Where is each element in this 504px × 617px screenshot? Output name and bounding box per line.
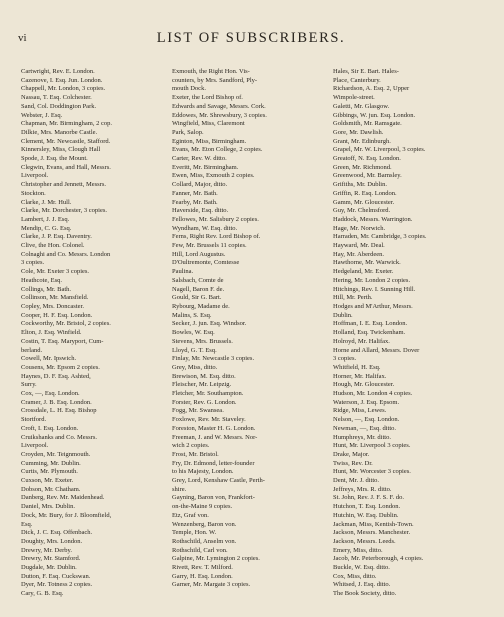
subscriber-entry: counters, by Mrs. Sandford, Ply- bbox=[172, 76, 258, 84]
subscriber-entry: Clegwin, Evans, and Hall, Messrs. bbox=[21, 163, 111, 171]
subscriber-entry: Grey, Miss, ditto. bbox=[172, 363, 218, 371]
subscriber-entry: Hunt, Mr. Liverpool 3 copies. bbox=[333, 442, 411, 450]
subscriber-entry: Frost, Mr. Bristol. bbox=[172, 450, 219, 458]
subscriber-entry: Drake, Major. bbox=[333, 450, 370, 458]
subscriber-entry: Hedgeland, Mr. Exeter. bbox=[333, 268, 394, 276]
subscriber-entry: Bowles, W. Esq. bbox=[172, 329, 215, 337]
subscriber-entry: Jackson, Messrs. Manchester. bbox=[333, 529, 411, 537]
subscriber-entry: Newman, —, Esq. ditto. bbox=[333, 424, 397, 432]
subscriber-entry: Mendip, C. G. Esq. bbox=[21, 224, 72, 232]
subscriber-entry: Haynes, D. F. Esq. Ashted, bbox=[21, 372, 91, 380]
subscriber-entry: on-the-Maine 9 copies. bbox=[172, 503, 233, 511]
subscriber-entry: Greatoff, N. Esq. London. bbox=[333, 155, 401, 163]
subscriber-entry: Hay, Mr. Aberdeen. bbox=[333, 250, 385, 258]
subscriber-entry: Jackson, Messrs. Leeds. bbox=[333, 537, 396, 545]
subscriber-entry: Collard, Major, ditto. bbox=[172, 181, 228, 189]
subscriber-entry: Dick, J. C. Esq. Offenbach. bbox=[21, 529, 93, 537]
subscriber-entry: Ferns, Right Rev. Lord Bishop of. bbox=[172, 233, 261, 241]
subscriber-entry: Nagell, Baron F. de. bbox=[172, 285, 225, 293]
subscriber-entry: Greenwood, Mr. Barnsley. bbox=[333, 172, 402, 180]
subscriber-entry: Crossdale, L. H. Esq. Bishop bbox=[21, 407, 97, 415]
subscriber-entry: Fletcher, Mr. Southampton. bbox=[172, 390, 244, 398]
subscriber-entry: Hering, Mr. London 2 copies. bbox=[333, 276, 411, 284]
subscriber-entry: Garry, H. Esq. London. bbox=[172, 572, 233, 580]
subscriber-entry: Liverpool. bbox=[21, 442, 49, 450]
subscriber-entry: Exeter, the Lord Bishop of. bbox=[172, 94, 243, 102]
subscriber-entry: Horne and Allard, Messrs. Dover bbox=[333, 346, 420, 354]
subscriber-entry: Eddowes, Mr. Shrewsbury, 3 copies. bbox=[172, 111, 267, 119]
subscriber-entry: Wingfield, Miss, Claremont bbox=[172, 120, 245, 128]
subscriber-entry: Hitchings, Rev. I. Sunning Hill. bbox=[333, 285, 416, 293]
subscriber-entry: Clarke, J. P. Esq. Daventry. bbox=[21, 233, 92, 241]
subscriber-entry: The Book Society, ditto. bbox=[333, 590, 397, 598]
subscriber-entry: Hage, Mr. Norwich. bbox=[333, 224, 386, 232]
subscriber-column-1 bbox=[21, 68, 169, 599]
subscriber-entry: Carter, Rev. W. ditto. bbox=[172, 155, 227, 163]
subscriber-entry: Stevens, Mrs. Brussels. bbox=[172, 337, 233, 345]
subscriber-entry: Fellowes, Mr. Salisbury 2 copies. bbox=[172, 215, 259, 223]
page-title: LIST OF SUBSCRIBERS. bbox=[156, 30, 346, 46]
subscriber-entry: Clement, Mr. Newcastle, Stafford. bbox=[21, 137, 111, 145]
subscriber-entry: Grapel, Mr. W. Liverpool, 3 copies. bbox=[333, 146, 426, 154]
subscriber-entry: Wenzenberg, Baron von. bbox=[172, 520, 237, 528]
subscriber-entry: Edwards and Savage, Messrs. Cork. bbox=[172, 102, 266, 110]
subscriber-entry: Cazenove, I. Esq. Jun. London. bbox=[21, 76, 103, 84]
subscriber-entry: Lambert, J. J. Esq. bbox=[21, 215, 70, 223]
subscriber-entry: Cooper, H. F. Esq. London. bbox=[21, 311, 93, 319]
subscriber-entry: Gibbings, W. jun. Esq. London. bbox=[333, 111, 416, 119]
subscriber-entry: Hoffman, I. E. Esq. London. bbox=[333, 320, 408, 328]
subscriber-entry: Harraden, Mr. Cambridge, 3 copies. bbox=[333, 233, 427, 241]
subscriber-entry: Hodges and M'Arthur, Messrs. bbox=[333, 302, 413, 310]
subscriber-entry: Drewry, Mr. Stamford. bbox=[21, 555, 81, 563]
subscriber-entry: Cramer, J. B. Esq. London. bbox=[21, 398, 92, 406]
subscriber-entry: Freeman, J. and W. Messrs. Nor- bbox=[172, 433, 258, 441]
subscriber-entry: Hales, Sir E. Bart. Hales- bbox=[333, 68, 399, 75]
subscriber-entry: Nassau, T. Esq. Colchester. bbox=[21, 94, 92, 102]
subscriber-entry: Hayward, Mr. Deal. bbox=[333, 242, 385, 250]
subscriber-entry: Ridge, Miss, Lewes. bbox=[333, 407, 387, 415]
subscriber-entry: Croft, I. Esq. London. bbox=[21, 424, 79, 432]
subscriber-entry: Rothschild, Carl von. bbox=[172, 546, 228, 554]
subscriber-entry: Hill, Lord Augustus. bbox=[172, 250, 226, 258]
subscriber-entry: Place, Canterbury. bbox=[333, 76, 381, 84]
subscriber-entry: 3 copies. bbox=[21, 259, 45, 267]
subscriber-column-3 bbox=[333, 68, 488, 599]
subscriber-entry: Clarke, J. Mr. Hull. bbox=[21, 198, 72, 206]
subscriber-entry: Cowell, Mr. Ipswich. bbox=[21, 355, 77, 363]
subscriber-entry: Kinnersley, Miss, Clough Hall bbox=[21, 146, 101, 154]
subscriber-entry: Brewison, M. Esq. ditto. bbox=[172, 372, 236, 380]
subscriber-entry: Dugdale, Mr. Dublin. bbox=[21, 564, 77, 572]
subscriber-entry: mouth Dock. bbox=[172, 85, 206, 93]
subscriber-entry: Hough, Mr. Gloucester. bbox=[333, 381, 395, 389]
subscriber-entry: Garner, Mr. Margate 3 copies. bbox=[172, 581, 251, 589]
subscriber-entry: Finlay, Mr. Newcastle 3 copies. bbox=[172, 355, 255, 363]
subscriber-entry: Elton, J. Esq. Winfield. bbox=[21, 329, 82, 337]
subscriber-entry: Galetti, Mr. Glasgow. bbox=[333, 102, 390, 110]
subscriber-entry: Humphreys, Mr. ditto. bbox=[333, 433, 391, 441]
subscriber-entry: Green, Mr. Richmond. bbox=[333, 163, 392, 171]
subscriber-entry: Cox, Miss, ditto. bbox=[333, 572, 377, 580]
subscriber-entry: Secker, J. jun. Esq. Windsor. bbox=[172, 320, 247, 328]
subscriber-entry: 3 copies. bbox=[333, 355, 357, 363]
subscriber-entry: Horner, Mr. Halifax. bbox=[333, 372, 387, 380]
subscriber-entry: Fry, Dr. Edmond, letter-founder bbox=[172, 459, 255, 467]
subscriber-entry: Holland, Esq. Twickenham. bbox=[333, 329, 406, 337]
subscriber-entry: Guy, Mr. Chelmsford. bbox=[333, 207, 391, 215]
subscriber-entry: Twiss, Rev. Dr. bbox=[333, 459, 373, 467]
subscriber-entry: Clive, the Hon. Colonel. bbox=[21, 242, 85, 250]
subscriber-entry: Park, Salop. bbox=[172, 128, 204, 136]
subscriber-entry: Cumming, Mr. Dublin. bbox=[21, 459, 81, 467]
subscriber-entry: Collinson, Mr. Mansfield. bbox=[21, 294, 89, 302]
subscriber-entry: Cuxson, Mr. Exeter. bbox=[21, 477, 74, 485]
subscriber-entry: Hill, Mr. Perth. bbox=[333, 294, 373, 302]
subscriber-entry: Danberg, Rev. Mr. Maidenhead. bbox=[21, 494, 105, 502]
subscriber-entry: Foxlowe, Rev. Mr. Staveley. bbox=[172, 416, 246, 424]
subscriber-entry: Hutchin, W. Esq. Dublin. bbox=[333, 511, 399, 519]
subscriber-entry: Gore, Mr. Dawlish. bbox=[333, 128, 384, 136]
subscriber-entry: Evans, Mr. Eton College, 2 copies. bbox=[172, 146, 263, 154]
subscriber-entry: Etz, Graf von. bbox=[172, 511, 209, 519]
subscriber-entry: Liverpool. bbox=[21, 172, 49, 180]
subscriber-entry: Waterson, J. Esq. Epsom. bbox=[333, 398, 400, 406]
subscriber-entry: Hudson, Mr. London 4 copies. bbox=[333, 390, 413, 398]
subscriber-entry: Paulina. bbox=[172, 268, 194, 276]
subscriber-entry: Goldsmith, Mr. Ramsgate. bbox=[333, 120, 402, 128]
subscriber-entry: Griffin, R. Esq. London. bbox=[333, 189, 397, 197]
subscriber-entry: Gould, Sir G. Bart. bbox=[172, 294, 222, 302]
subscriber-entry: Lloyd, G. T. Esq. bbox=[172, 346, 217, 354]
subscriber-entry: Sand, Col. Doddington Park. bbox=[21, 102, 97, 110]
subscriber-entry: Wyndham, W. Esq. ditto. bbox=[172, 224, 238, 232]
subscriber-entry: Grifiths, Mr. Dublin. bbox=[333, 181, 387, 189]
subscriber-entry: Whitfield, H. Esq. bbox=[333, 363, 381, 371]
subscriber-entry: Gamm, Mr. Gloucester. bbox=[333, 198, 395, 206]
subscriber-entry: Jacob, Mr. Peterborough, 4 copies. bbox=[333, 555, 424, 563]
subscriber-entry: D'Oultremonte, Comtesse bbox=[172, 259, 240, 267]
subscriber-entry: Foreston, Master H. G. London. bbox=[172, 424, 256, 432]
subscriber-entry: Colnaghi and Co. Messrs. London bbox=[21, 250, 111, 258]
subscriber-entry: Heathcote, Esq. bbox=[21, 276, 62, 284]
subscriber-entry: Haddock, Messrs. Warrington. bbox=[333, 215, 413, 223]
subscriber-entry: Collings, Mr. Bath. bbox=[21, 285, 72, 293]
subscriber-entry: Stortford. bbox=[21, 416, 47, 424]
subscriber-entry: Webster, J. Esq. bbox=[21, 111, 63, 119]
subscriber-entry: Grant, Mr. Edinburgh. bbox=[333, 137, 391, 145]
subscriber-entry: Surry. bbox=[21, 381, 37, 389]
subscriber-entry: Malins, S. Esq. bbox=[172, 311, 212, 319]
subscriber-entry: Costin, T. Esq. Maryport, Cum- bbox=[21, 337, 104, 345]
subscriber-entry: Holroyd, Mr. Halifax. bbox=[333, 337, 390, 345]
subscriber-entry: Few, Mr. Brussels 11 copies. bbox=[172, 242, 247, 250]
subscriber-entry: Dutton, F. Esq. Cuckswan. bbox=[21, 572, 91, 580]
subscriber-entry: Gayning, Baron von, Frankfort- bbox=[172, 494, 255, 502]
subscriber-column-2 bbox=[172, 68, 330, 590]
subscriber-entry: Drewry, Mr. Derby. bbox=[21, 546, 72, 554]
subscriber-entry: Haverside, Esq. ditto. bbox=[172, 207, 229, 215]
subscriber-entry: Cousens, Mr. Epsom 2 copies. bbox=[21, 363, 100, 371]
subscriber-entry: Esq. bbox=[21, 520, 33, 528]
subscriber-entry: Nelson, —, Esq. London. bbox=[333, 416, 400, 424]
subscriber-entry: Chappell, Mr. London, 3 copies. bbox=[21, 85, 106, 93]
subscriber-entry: Hunt, Mr. Worcester 3 copies. bbox=[333, 468, 411, 476]
subscriber-entry: Cartwright, Rev. E. London. bbox=[21, 68, 95, 75]
subscriber-entry: St. John, Rev. J. F. S. F. do. bbox=[333, 494, 404, 502]
subscriber-entry: Fleischer, Mr. Leipzig. bbox=[172, 381, 232, 389]
subscriber-entry: wich 2 copies. bbox=[172, 442, 210, 450]
subscriber-entry: Grey, Lord, Kenshaw Castle, Perth- bbox=[172, 477, 265, 485]
subscriber-entry: Whitsed, J. Esq. ditto. bbox=[333, 581, 391, 589]
subscriber-entry: Wimpole-street. bbox=[333, 94, 375, 102]
subscriber-entry: Jackman, Miss, Kentish-Town. bbox=[333, 520, 414, 528]
subscriber-entry: Dock, Mr. Bury, for J. Bloomfield, bbox=[21, 511, 112, 519]
subscriber-entry: Hawthorne, Mr. Warwick. bbox=[333, 259, 401, 267]
subscriber-entry: Curtis, Mr. Plymouth. bbox=[21, 468, 78, 476]
page-header bbox=[18, 30, 484, 50]
subscriber-entry: Clarke, Mr. Dorchester, 3 copies. bbox=[21, 207, 108, 215]
subscriber-entry: Eginton, Miss, Birmingham. bbox=[172, 137, 247, 145]
subscriber-entry: berland. bbox=[21, 346, 43, 354]
subscriber-entry: Buckle, W. Esq. ditto. bbox=[333, 564, 390, 572]
subscriber-entry: Fearby, Mr. Bath. bbox=[172, 198, 218, 206]
subscriber-entry: Fanner, Mr. Bath. bbox=[172, 189, 218, 197]
subscriber-entry: Dilkie, Mrs. Manorbe Castle. bbox=[21, 128, 98, 136]
subscriber-entry: Exmouth, the Right Hon. Vis- bbox=[172, 68, 250, 75]
subscriber-entry: Doughty, Mrs. London. bbox=[21, 537, 83, 545]
subscriber-entry: Christopher and Jennett, Messrs. bbox=[21, 181, 107, 189]
subscriber-entry: Rybourg, Madame de. bbox=[172, 302, 230, 310]
subscriber-entry: Chapman, Mr. Birmingham, 2 cop. bbox=[21, 120, 112, 128]
subscriber-entry: Rivett, Rev. T. Milford. bbox=[172, 564, 233, 572]
subscriber-entry: to his Majesty, London. bbox=[172, 468, 234, 476]
subscriber-entry: Fogg, Mr. Swansea. bbox=[172, 407, 224, 415]
subscriber-entry: Stockton. bbox=[21, 189, 46, 197]
subscriber-entry: Everitt, Mr. Birmingham. bbox=[172, 163, 239, 171]
subscriber-entry: Rothschild, Anselm von. bbox=[172, 537, 237, 545]
subscriber-entry: Richardson, A. Esq. 2, Upper bbox=[333, 85, 410, 93]
subscriber-entry: Dobson, Mr. Chatham. bbox=[21, 485, 81, 493]
subscriber-entry: Copley, Mrs. Doncaster. bbox=[21, 302, 84, 310]
subscriber-entry: Dent, Mr. J. ditto. bbox=[333, 477, 380, 485]
subscriber-entry: Dyer, Mr. Totness 2 copies. bbox=[21, 581, 93, 589]
subscriber-entry: Cary, G. B. Esq. bbox=[21, 590, 64, 598]
subscriber-entry: Dublin. bbox=[333, 311, 353, 319]
subscriber-entry: Cole, Mr. Exeter 3 copies. bbox=[21, 268, 90, 276]
subscriber-entry: Ewen, Miss, Exmouth 2 copies. bbox=[172, 172, 255, 180]
subscriber-entry: Croyden, Mr. Teignmouth. bbox=[21, 450, 91, 458]
subscriber-entry: Daniel, Mrs. Dublin. bbox=[21, 503, 75, 511]
subscriber-entry: Cox, —, Esq. London. bbox=[21, 390, 80, 398]
subscriber-entry: shire. bbox=[172, 485, 187, 493]
subscriber-entry: Temple, Hon. W. bbox=[172, 529, 217, 537]
subscriber-entry: Cruikshanks and Co. Messrs. bbox=[21, 433, 98, 441]
subscriber-entry: Galpine, Mr. Lymington 2 copies. bbox=[172, 555, 260, 563]
subscriber-entry: Hutchon, T. Esq. London. bbox=[333, 503, 401, 511]
subscriber-entry: Spode, J. Esq. the Mount. bbox=[21, 155, 88, 163]
subscriber-entry: Cockworthy, Mr. Bristol, 2 copies. bbox=[21, 320, 111, 328]
subscriber-entry: Jeffreys, Mrs. R. ditto. bbox=[333, 485, 392, 493]
page-number: vi bbox=[18, 32, 27, 44]
subscriber-entry: Forster, Rev. G. London. bbox=[172, 398, 237, 406]
subscriber-entry: Emery, Miss, ditto. bbox=[333, 546, 383, 554]
subscriber-entry: Salsbach, Comte de bbox=[172, 276, 224, 284]
